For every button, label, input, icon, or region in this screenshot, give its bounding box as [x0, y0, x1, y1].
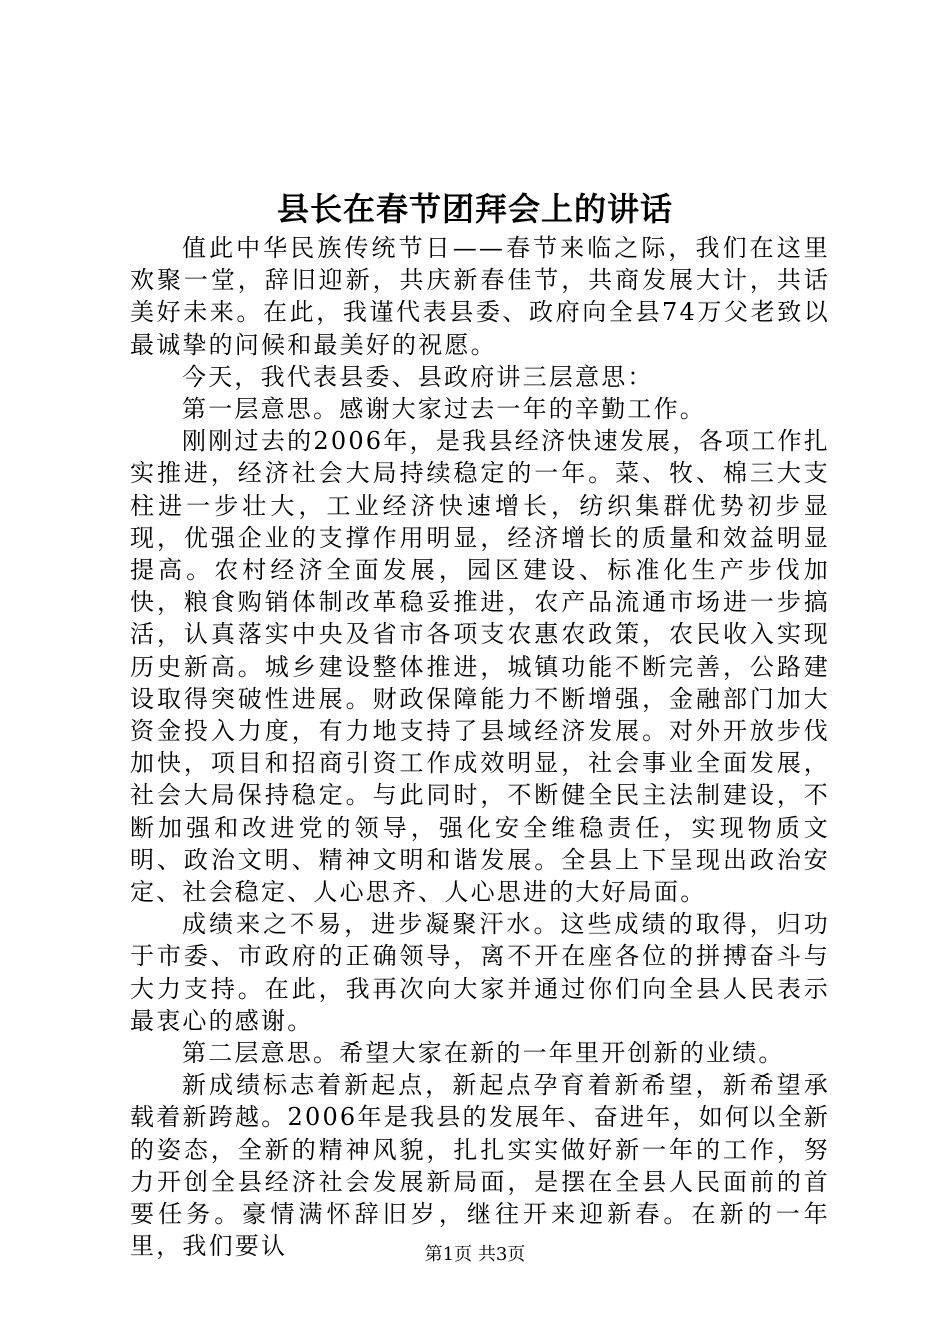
document-body	[130, 232, 830, 1263]
paragraph-achievements: 刚刚过去的2006年，是我县经济快速发展，各项工作扎实推进，经济社会大局持续稳定的一年。菜、牧、棉三大支柱进一步壮大，工业经济快速增长，纺织集群优势初步显现，优强企业的支撑作用明显，经济增长的质量和效益明显提高。农村经济全面发展，园区建设、标准化生产步伐加快，粮食购销体制改革稳妥推进，农产品流通市场进一步搞活，认真落实中央及省市各项支农惠农政策，农民收入实现历史新高。城乡建设整体推进，城镇功能不断完善，公路建设取得突破性进展。财政保障能力不断增强，金融部门加大资金投入力度，有力地支持了县域经济发展。对外开放步伐加快，项目和招商引资工作成效明显，社会事业全面发展，社会大局保持稳定。与此同时，不断健全民主法制建设，不断加强和改进党的领导，强化安全维稳责任，实现物质文明、政治文明、精神文明和谐发展。全县上下呈现出政治安定、社会稳定、人心思齐、人心思进的大好局面。	[130, 427, 830, 907]
paragraph-intro: 今天，我代表县委、县政府讲三层意思：	[182, 362, 654, 391]
paragraph-new-year: 新成绩标志着新起点，新起点孕育着新希望，新希望承载着新跨越。2006年是我县的发展年、奋进年，如何以全新的姿态，全新的精神风貌，扎扎实实做好新一年的工作，努力开创全县经济社会发展新局面，是摆在全县人民面前的首要任务。豪情满怀辞旧岁，继往开来迎新春。在新的一年里，我们要认	[130, 1071, 830, 1261]
paragraph-thanks: 成绩来之不易，进步凝聚汗水。这些成绩的取得，归功于市委、市政府的正确领导，离不开在座各位的拼搏奋斗与大力支持。在此，我再次向大家并通过你们向全县人民表示最衷心的感谢。	[130, 910, 830, 1035]
paragraph-point-one-heading: 第一层意思。感谢大家过去一年的辛勤工作。	[182, 395, 706, 424]
document-title: 县长在春节团拜会上的讲话	[276, 190, 673, 228]
page-number-footer: 第1页 共3页	[424, 1244, 526, 1265]
paragraph-greeting: 值此中华民族传统节日——春节来临之际，我们在这里欢聚一堂，辞旧迎新，共庆新春佳节，共商发展大计，共话美好未来。在此，我谨代表县委、政府向全县74万父老致以最诚挚的问候和最美好的祝愿。	[130, 234, 830, 359]
paragraph-point-two-heading: 第二层意思。希望大家在新的一年里开创新的业绩。	[182, 1039, 785, 1068]
